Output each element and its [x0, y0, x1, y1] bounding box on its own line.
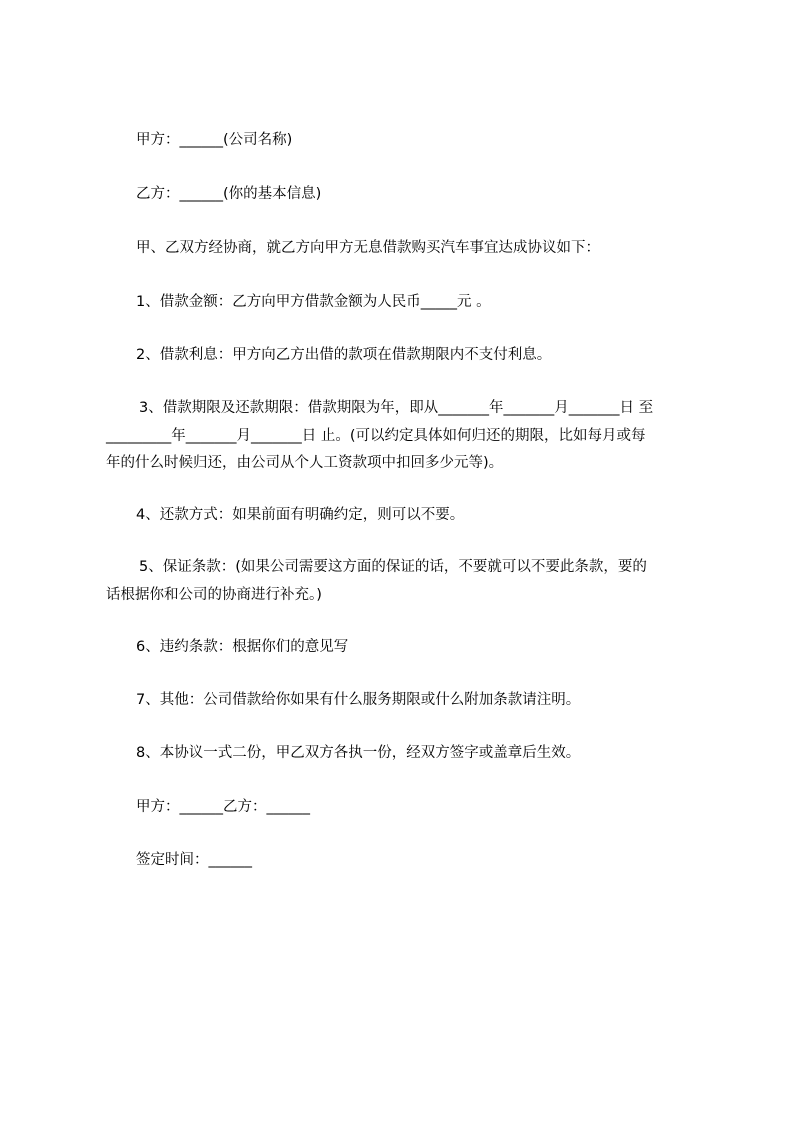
- clause-6-breach: 6、违约条款：根据你们的意见写: [136, 639, 349, 655]
- sign-date-line: 签定时间：______: [136, 852, 252, 868]
- clause-3-line-2: _________年_______月_______日 止。(可以约定具体如何归还的期限，比如每月或每: [106, 428, 646, 444]
- clause-4-repayment-method: 4、还款方式：如果前面有明确约定，则可以不要。: [136, 507, 465, 523]
- clause-5-line-2: 话根据你和公司的协商进行补充。): [106, 587, 322, 603]
- clause-5-line-1: 5、保证条款：(如果公司需要这方面的保证的话，不要就可以不要此条款，要的: [139, 559, 647, 575]
- signatures-line: 甲方：______乙方：______: [136, 799, 310, 815]
- clause-7-other: 7、其他：公司借款给你如果有什么服务期限或什么附加条款请注明。: [136, 692, 581, 708]
- intro-paragraph: 甲、乙双方经协商，就乙方向甲方无息借款购买汽车事宜达成协议如下：: [136, 240, 600, 256]
- party-b-line: 乙方：______(你的基本信息): [136, 186, 322, 202]
- clause-8-effect: 8、本协议一式二份，甲乙双方各执一份，经双方签字或盖章后生效。: [136, 745, 581, 761]
- clause-1-loan-amount: 1、借款金额：乙方向甲方借款金额为人民币_____元 。: [136, 294, 491, 310]
- party-a-line: 甲方：______(公司名称): [136, 132, 293, 148]
- clause-3-line-1: 3、借款期限及还款期限：借款期限为年，即从_______年_______月_______日 至: [139, 400, 654, 416]
- clause-3-line-3: 年的什么时候归还，由公司从个人工资款项中扣回多少元等)。: [106, 455, 504, 471]
- clause-2-interest: 2、借款利息：甲方向乙方出借的款项在借款期限内不支付利息。: [136, 347, 552, 363]
